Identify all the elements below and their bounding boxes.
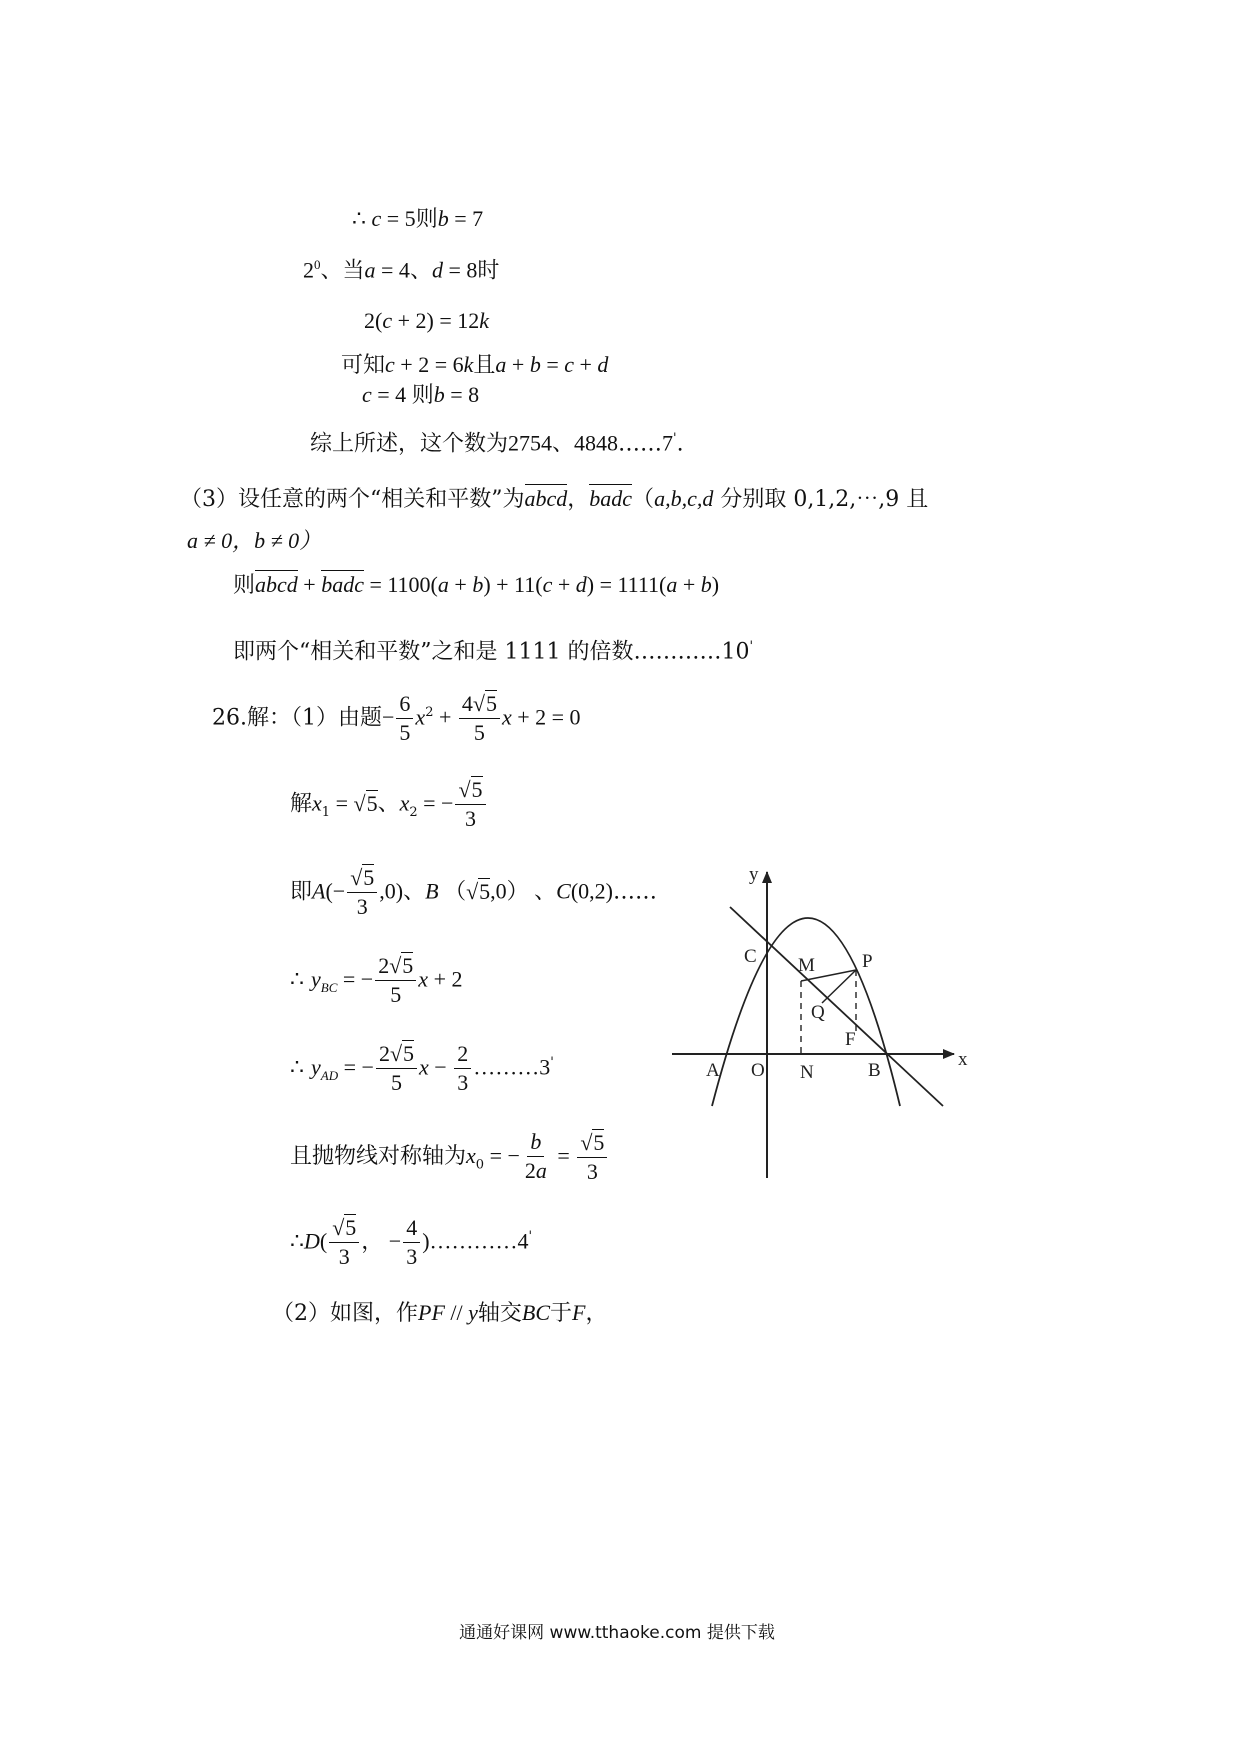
label-c: C <box>744 946 757 967</box>
label-n: N <box>800 1062 814 1083</box>
line-conclusion: 即两个“相关和平数”之和是 1111 的倍数…………10' <box>233 639 754 665</box>
label-o: O <box>751 1060 765 1081</box>
line-case-2: $2^0$、当a = 4、d = 8时 <box>303 257 500 284</box>
line-yad: ∴ $y_{AD}$ = − $\frac{2√5}{5}$ x − $\frac{2}{3}$ ………3' <box>290 1041 554 1095</box>
line-sum-formula: 则abcd + badc = 1100(a + b) + 11(c + d) = 1111(a + b) <box>233 572 720 598</box>
label-m: M <box>798 955 815 976</box>
line-part2: （2）如图，作PF // y轴交BC于F， <box>272 1300 608 1326</box>
label-a: A <box>706 1060 720 1081</box>
label-y: y <box>749 864 759 885</box>
line-part3-setup: （3）设任意的两个“相关和平数”为abcd，badc（a,b,c,d 分别取 0,1,2,⋯,9 且 <box>180 486 929 512</box>
line-roots: 解$x_1 = √5$、$x_2$ = − $\frac{√5}{3}$ <box>290 776 488 833</box>
segment-pq <box>822 970 856 1003</box>
line-points: 即A(− $\frac{√5}{3}$ ,0)、B （√5,0） 、C(0,2)…… <box>290 865 658 919</box>
line-axis-symmetry: 且抛物线对称轴为$x_0$ = − $\frac{b}{2a}$ = $\frac{√5}{3}$ <box>290 1128 609 1186</box>
label-q: Q <box>811 1002 825 1023</box>
parabola-figure <box>660 860 990 1190</box>
label-x: x <box>958 1049 968 1070</box>
line-2c2-12k: 2(c + 2) = 12k <box>364 308 489 333</box>
line-c2-6k: 可知c + 2 = 6k且a + b = c + d <box>341 352 609 378</box>
line-c5-b7: ∴ c = 5则b = 7 <box>352 206 484 232</box>
line-point-d: ∴D( $\frac{√5}{3}$ ， − $\frac{4}{3}$ )…………4' <box>290 1215 533 1269</box>
line-ybc: ∴ $y_{BC}$ = − $\frac{2√5}{5}$ x + 2 <box>290 953 463 1007</box>
line-c4-b8: c = 4 则b = 8 <box>362 382 480 408</box>
line-summary: 综上所述，这个数为2754、4848……7'. <box>310 430 684 457</box>
footer-source: 通通好课网 www.tthaoke.com 提供下载 <box>459 1623 775 1643</box>
label-b: B <box>868 1060 881 1081</box>
line-part3-conditions: a ≠ 0，b ≠ 0） <box>187 528 322 553</box>
label-p: P <box>862 951 873 972</box>
label-f: F <box>845 1029 856 1050</box>
line-q26-equation: 26.解：（1）由题− $\frac{6}{5}$ $x^2$ + $\frac{4√5}{5}$ x + 2 = 0 <box>212 691 581 745</box>
